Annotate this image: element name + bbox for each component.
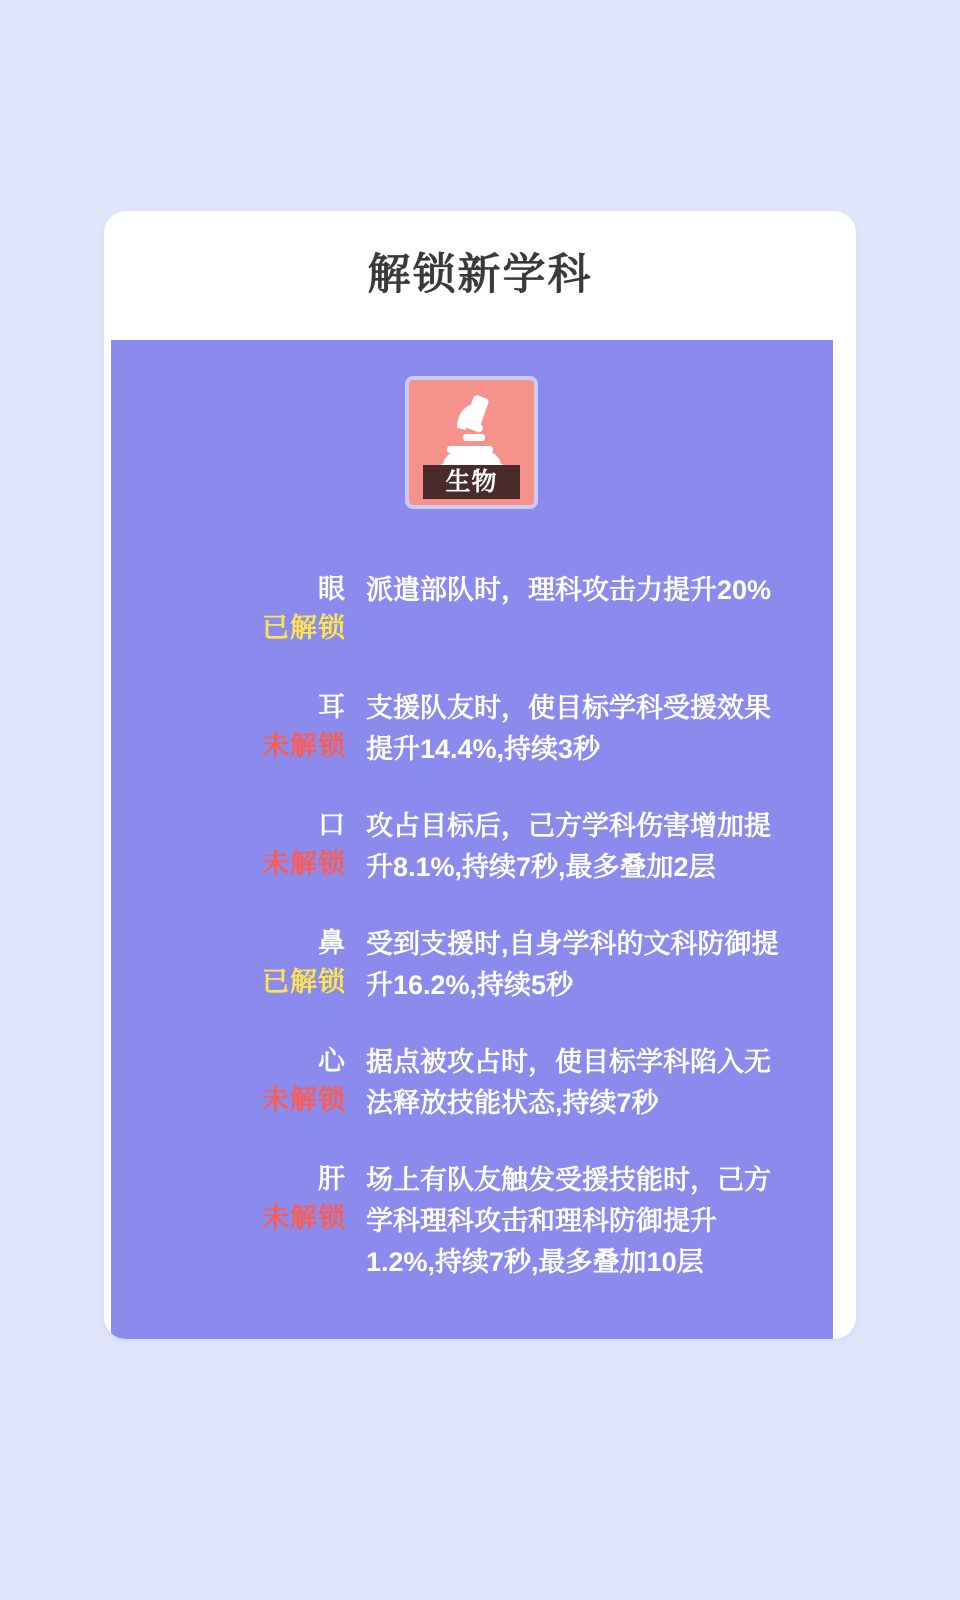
skill-part-label: 眼 (318, 574, 346, 604)
dialog-title: 解锁新学科 (367, 251, 593, 299)
skill-status-badge: 未解锁 (262, 731, 346, 761)
skill-row[interactable] (111, 1160, 833, 1278)
subject-card[interactable] (405, 376, 538, 509)
skill-meta (191, 924, 346, 1002)
skill-part-label: 鼻 (318, 928, 346, 958)
subject-name-label: 生物 (423, 465, 520, 499)
skill-part-label: 肝 (318, 1164, 346, 1194)
skill-description: 据点被攻占时，使目标学科陷入无法释放技能状态,持续7秒 (366, 1047, 771, 1118)
skill-status-badge: 未解锁 (262, 1085, 346, 1115)
skill-part-label: 口 (318, 810, 346, 840)
skill-row[interactable] (111, 1042, 833, 1160)
skill-status-badge: 已解锁 (262, 613, 346, 643)
skill-list (111, 570, 833, 1278)
skill-meta (191, 1160, 346, 1238)
skill-meta (191, 806, 346, 884)
skill-status-badge: 已解锁 (262, 967, 346, 997)
skill-description: 派遣部队时，理科攻击力提升20% (366, 575, 772, 605)
skill-meta (191, 1042, 346, 1120)
skill-part-label: 心 (318, 1046, 346, 1076)
skill-meta (191, 688, 346, 766)
skill-row[interactable] (111, 806, 833, 924)
dialog-body-panel (111, 340, 833, 1339)
unlock-subject-dialog (104, 211, 856, 1339)
skill-description: 攻占目标后，己方学科伤害增加提升8.1%,持续7秒,最多叠加2层 (366, 811, 771, 882)
skill-row[interactable] (111, 570, 833, 688)
skill-row[interactable] (111, 924, 833, 1042)
skill-description: 受到支援时,自身学科的文科防御提升16.2%,持续5秒 (366, 929, 779, 1000)
skill-meta (191, 570, 346, 648)
skill-description: 场上有队友触发受援技能时，己方学科理科攻击和理科防御提升1.2%,持续7秒,最多叠加10层 (366, 1165, 771, 1277)
skill-row[interactable] (111, 688, 833, 806)
skill-status-badge: 未解锁 (262, 849, 346, 879)
skill-status-badge: 未解锁 (262, 1203, 346, 1233)
skill-description: 支援队友时，使目标学科受援效果提升14.4%,持续3秒 (366, 693, 771, 764)
skill-part-label: 耳 (318, 692, 346, 722)
